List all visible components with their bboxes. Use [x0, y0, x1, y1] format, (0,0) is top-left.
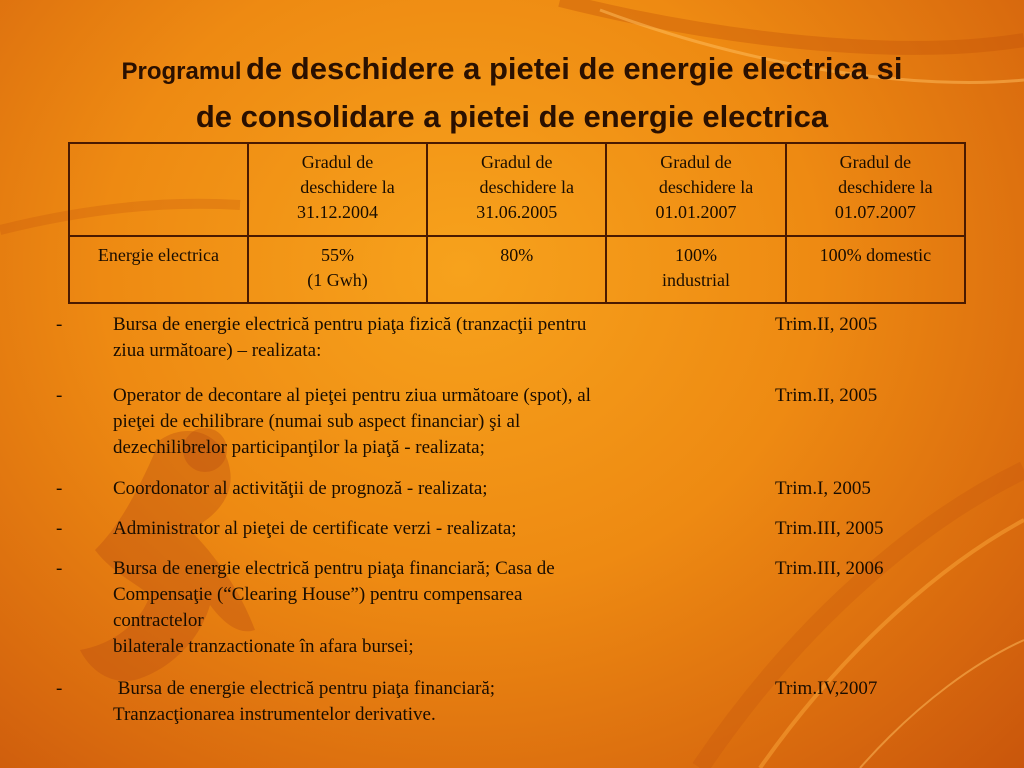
table-corner-cell: [69, 143, 248, 236]
text-line: pieţei de echilibrare (numai sub aspect financiar) şi al: [113, 411, 521, 432]
list-item-date: Trim.III, 2006: [775, 558, 884, 579]
list-item-date: Trim.II, 2005: [775, 314, 878, 335]
list-dash: -: [56, 385, 63, 406]
text-line: Bursa de energie electrică pentru piaţa financiară;: [113, 678, 496, 699]
cell-line: 55%: [321, 245, 354, 266]
header-line: 01.07.2007: [834, 202, 916, 222]
header-line: deschidere la: [479, 177, 574, 197]
text-line: dezechilibrelor participanţilor la piaţă - realizata;: [113, 437, 485, 458]
text-line: Bursa de energie electrică pentru piaţa financiară; Casa de: [113, 558, 555, 579]
title-part-3: de consolidare a pietei de energie electrica: [195, 99, 829, 134]
text-line: Tranzacţionarea instrumentelor derivative.: [113, 704, 436, 725]
text-line: contractelor: [113, 610, 204, 631]
cell-line: (1 Gwh): [307, 270, 368, 291]
header-line: deschidere la: [658, 177, 754, 197]
text-line: Compensaţie (“Clearing House”) pentru compensarea: [113, 584, 523, 605]
list-item-date: Trim.I, 2005: [775, 478, 871, 499]
list-item-text: [113, 516, 713, 542]
list-dash: -: [56, 678, 63, 699]
text-line: bilaterale tranzactionate în afara bursei;: [113, 636, 414, 657]
text-line: Coordonator al activităţii de prognoză - realizata;: [113, 478, 488, 499]
header-line: 31.12.2004: [297, 202, 378, 222]
cell-line: 100% domestic: [819, 245, 932, 266]
header-line: Gradul de: [481, 152, 553, 172]
row-label-cell: Energie electrica: [69, 236, 248, 303]
list-item-text: [113, 312, 713, 364]
list-item-date: Trim.III, 2005: [775, 518, 884, 539]
table-cell: [248, 236, 427, 303]
cell-line: industrial: [662, 270, 731, 291]
table-header-cell: [248, 143, 427, 236]
header-line: Gradul de: [301, 152, 374, 172]
list-dash: -: [56, 558, 63, 579]
text-line: Administrator al pieţei de certificate verzi - realizata;: [113, 518, 517, 539]
table-header-cell: [606, 143, 785, 236]
header-line: deschidere la: [838, 177, 933, 197]
table-cell: [786, 236, 965, 303]
list-dash: -: [56, 478, 63, 499]
table-header-cell: [786, 143, 965, 236]
title-part-2: de deschidere a pietei de energie electrica si: [246, 51, 903, 86]
table-header-cell: [427, 143, 606, 236]
list-item-text: [113, 556, 713, 660]
title-part-1: Programul: [121, 58, 242, 85]
header-line: 31.06.2005: [476, 202, 558, 222]
list-dash: -: [56, 518, 63, 539]
list-item-text: [113, 383, 713, 461]
table-cell: [606, 236, 785, 303]
cell-line: 100%: [675, 245, 718, 266]
table-header-row: [69, 143, 965, 236]
opening-degree-table: [68, 142, 966, 304]
list-item-text: [113, 476, 713, 502]
header-line: Gradul de: [660, 152, 732, 172]
list-item-date: Trim.II, 2005: [775, 385, 878, 406]
header-line: deschidere la: [300, 177, 395, 197]
page-title: [40, 48, 984, 138]
text-line: ziua următoare) – realizata:: [113, 340, 322, 361]
list-item-date: Trim.IV,2007: [775, 678, 878, 699]
text-line: Operator de decontare al pieţei pentru ziua următoare (spot), al: [113, 385, 591, 406]
header-line: 01.01.2007: [655, 202, 737, 222]
text-line: Bursa de energie electrică pentru piaţa fizică (tranzacţii pentru: [113, 314, 587, 335]
list-item-text: [113, 676, 713, 728]
table-row: [69, 236, 965, 303]
header-line: Gradul de: [839, 152, 912, 172]
cell-line: 80%: [500, 245, 534, 266]
list-dash: -: [56, 314, 63, 335]
table-cell: [427, 236, 606, 303]
